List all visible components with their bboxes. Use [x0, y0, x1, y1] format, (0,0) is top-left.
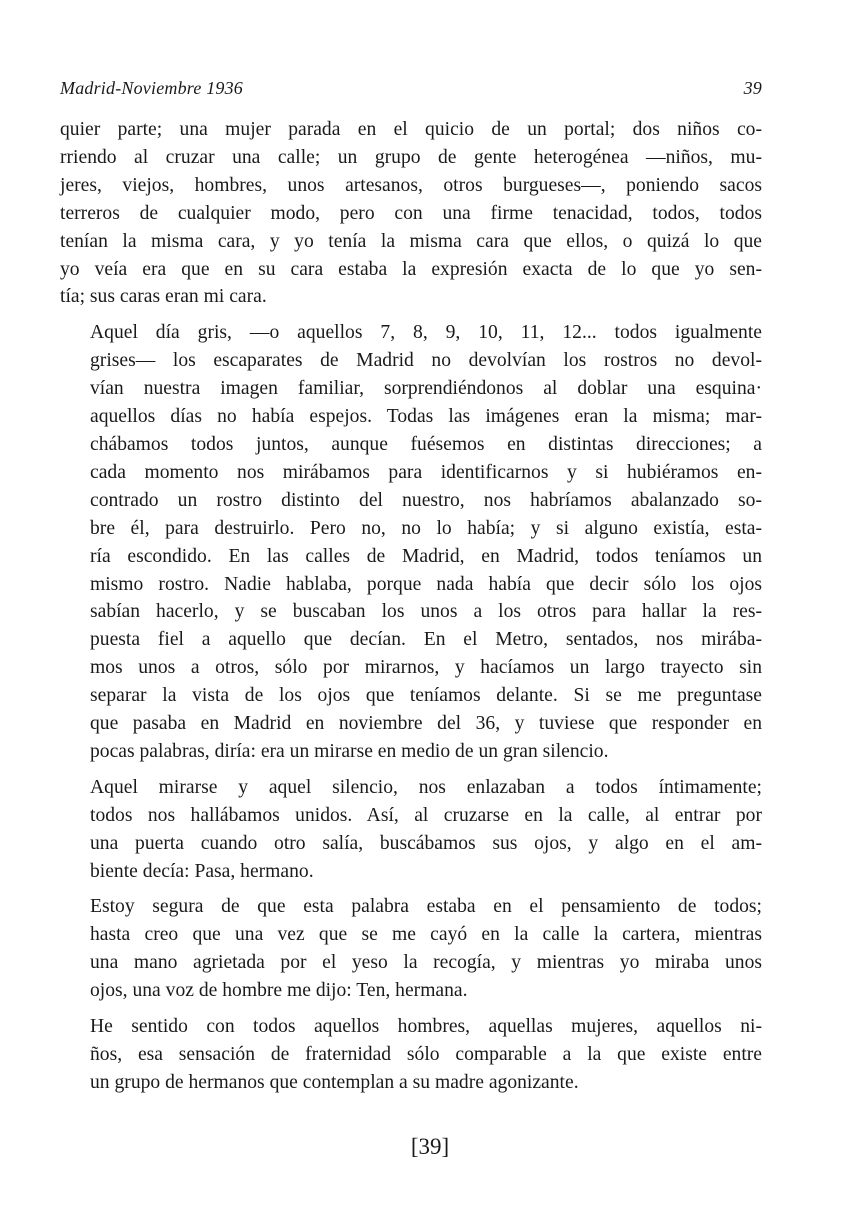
- text-line: quier parte; una mujer parada en el quicio de un portal; dos niños co-: [60, 119, 762, 140]
- text-line: todos nos hallábamos unidos. Así, al cruzarse en la calle, al entrar por: [90, 804, 762, 826]
- text-line: Aquel mirarse y aquel silencio, nos enlazaban a todos íntimamente;: [90, 776, 762, 798]
- text-line: bre él, para destruirlo. Pero no, no lo había; y si alguno existía, esta-: [90, 517, 762, 539]
- running-title: Madrid-Noviembre 1936: [60, 78, 244, 98]
- text-line: biente decía: Pasa, hermano.: [90, 860, 314, 882]
- text-line: puesta fiel a aquello que decían. En el Metro, sentados, nos mirába-: [90, 629, 762, 651]
- text-line: mismo rostro. Nadie hablaba, porque nada había que decir sólo los ojos: [90, 573, 762, 595]
- text-line: Aquel día gris, —o aquellos 7, 8, 9, 10, 11, 12... todos igualmente: [90, 322, 762, 344]
- running-header: [60, 78, 762, 116]
- text-line: tenían la misma cara, y yo tenía la misma cara que ellos, o quizá lo que: [60, 230, 762, 252]
- text-line: Estoy segura de que esta palabra estaba en el pensamiento de todos;: [90, 896, 762, 918]
- text-line: chábamos todos juntos, aunque fuésemos en distintas direcciones; a: [90, 433, 762, 455]
- text-line: aquellos días no había espejos. Todas las imágenes eran la misma; mar-: [90, 406, 762, 428]
- text-line: ños, esa sensación de fraternidad sólo comparable a la que existe entre: [90, 1044, 762, 1065]
- text-line: una mano agrietada por el yeso la recogía, y mientras yo miraba unos: [90, 952, 762, 974]
- paragraph: [60, 116, 762, 311]
- paragraph: [60, 1013, 762, 1097]
- text-line: He sentido con todos aquellos hombres, aquellas mujeres, aquellos ni-: [90, 1016, 762, 1038]
- text-line: terreros de cualquier modo, pero con una firme tenacidad, todos, todos: [60, 202, 762, 224]
- text-line: yo veía era que en su cara estaba la expresión exacta de lo que yo sen-: [60, 258, 762, 280]
- text-line: pocas palabras, diría: era un mirarse en medio de un gran silencio.: [90, 740, 609, 762]
- text-line: vían nuestra imagen familiar, sorprendiéndonos al doblar una esquina·: [90, 378, 762, 400]
- paragraph: [60, 319, 762, 766]
- text-line: mos unos a otros, sólo por mirarnos, y hacíamos un largo trayecto sin: [90, 657, 762, 679]
- text-line: separar la vista de los ojos que teníamos delante. Si se me preguntase: [90, 685, 762, 707]
- text-line: ojos, una voz de hombre me dijo: Ten, hermana.: [90, 980, 468, 1002]
- paragraph: [60, 893, 762, 1005]
- paragraph: [60, 774, 762, 886]
- body-text: [60, 116, 762, 1097]
- text-line: jeres, viejos, hombres, unos artesanos, otros burgueses—, poniendo sacos: [60, 174, 762, 196]
- text-line: un grupo de hermanos que contemplan a su madre agonizante.: [90, 1071, 579, 1093]
- text-line: rriendo al cruzar una calle; un grupo de gente heterogénea —niños, mu-: [60, 146, 762, 168]
- folio-number: [39]: [410, 1134, 450, 1159]
- text-line: grises— los escaparates de Madrid no devolvían los rostros no devol-: [90, 350, 762, 372]
- text-line: sabían hacerlo, y se buscaban los unos a los otros para hallar la res-: [90, 601, 762, 623]
- book-page: [60, 78, 762, 1097]
- text-line: que pasaba en Madrid en noviembre del 36, y tuviese que responder en: [90, 713, 762, 735]
- text-line: cada momento nos mirábamos para identificarnos y si hubiéramos en-: [90, 461, 762, 483]
- page-number: 39: [743, 78, 762, 98]
- text-line: tía; sus caras eran mi cara.: [60, 286, 267, 308]
- text-line: ría escondido. En las calles de Madrid, en Madrid, todos teníamos un: [90, 545, 762, 567]
- text-line: una puerta cuando otro salía, buscábamos sus ojos, y algo en el am-: [90, 832, 762, 854]
- text-line: hasta creo que una vez que se me cayó en la calle la cartera, mientras: [90, 924, 762, 946]
- text-line: contrado un rostro distinto del nuestro, nos habríamos abalanzado so-: [90, 489, 762, 511]
